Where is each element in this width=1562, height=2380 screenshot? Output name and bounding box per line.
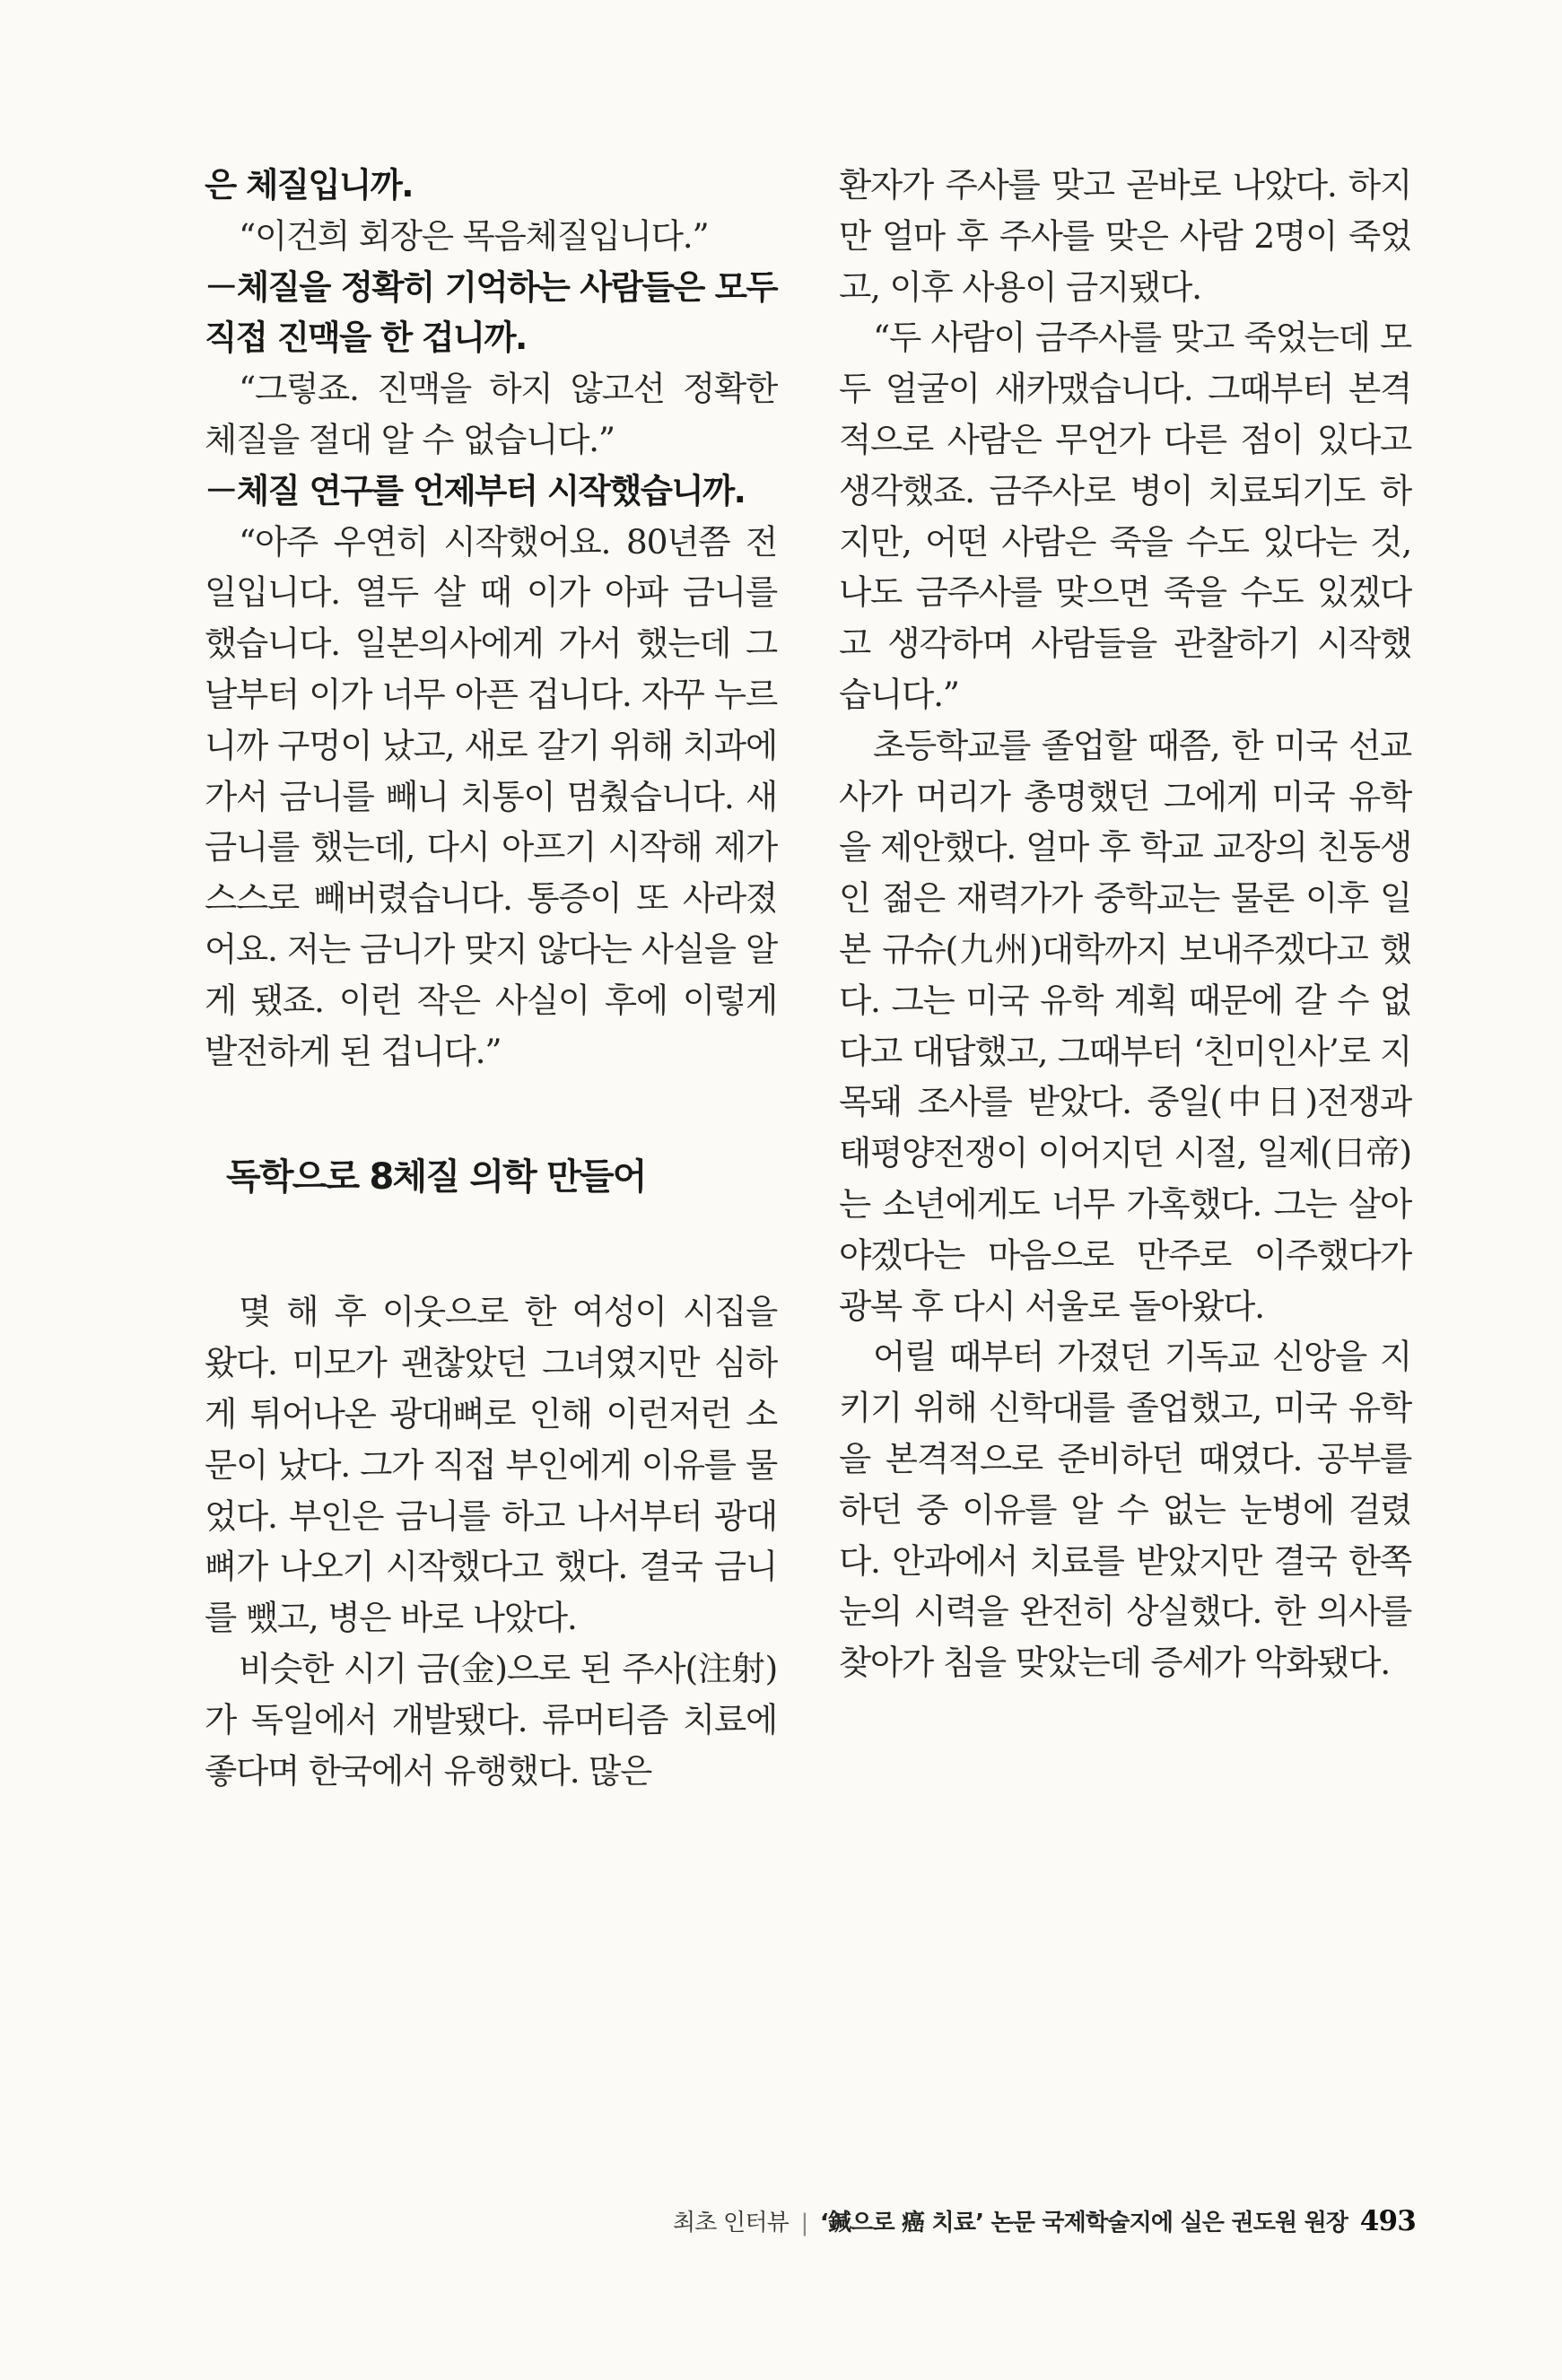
footer-section-label: 최초 인터뷰 — [672, 2210, 789, 2236]
page-number: 493 — [1359, 2205, 1416, 2237]
footer-separator: | — [800, 2210, 808, 2236]
question-continuation: 은 체질입니까. — [205, 165, 413, 205]
body-paragraph-continuation: 환자가 주사를 맞고 곧바로 나았다. 하지만 얼마 후 주사를 맞은 사람 2명이 죽었고, 이후 사용이 금지됐다. — [839, 165, 1411, 307]
answer-paragraph: “두 사람이 금주사를 맞고 죽었는데 모두 얼굴이 새카맸습니다. 그때부터 본격적으로 사람은 무언가 다른 점이 있다고 생각했죠. 금주사로 병이 치료되기도 하지만, 어떤 사람은 죽을 수도 있다는 것, 나도 금주사를 맞으면 죽을 수도 있겠다고 생각하며 사람들을 관찰하기 시작했습니다.” — [839, 318, 1411, 714]
body-paragraph: 초등학교를 졸업할 때쯤, 한 미국 선교사가 머리가 총명했던 그에게 미국 유학을 제안했다. 얼마 후 학교 교장의 친동생인 젊은 재력가가 중학교는 물론 이후 일본 규슈(九州)대학까지 보내주겠다고 했다. 그는 미국 유학 계획 때문에 갈 수 없다고 대답했고, 그때부터 ‘친미인사’로 지목돼 조사를 받았다. 중일(中日)전쟁과 태평양전쟁이 이어지던 시절, 일제(日帝)는 소년에게도 너무 가혹했다. 그는 살아야겠다는 마음으로 만주로 이주했다가 광복 후 다시 서울로 돌아왔다. — [839, 725, 1411, 1326]
body-paragraph: 비슷한 시기 금(金)으로 된 주사(注射)가 독일에서 개발됐다. 류머티즘 치료에 좋다며 한국에서 유행했다. 많은 — [205, 1648, 777, 1791]
question-paragraph: －체질을 정확히 기억하는 사람들은 모두 직접 진맥을 한 겁니까. — [205, 266, 777, 358]
body-paragraph: 어릴 때부터 가졌던 기독교 신앙을 지키기 위해 신학대를 졸업했고, 미국 유학을 본격적으로 준비하던 때였다. 공부를 하던 중 이유를 알 수 없는 눈병에 걸렸다. 안과에서 치료를 받았지만 결국 한쪽 눈의 시력을 완전히 상실했다. 한 의사를 찾아가 침을 맞았는데 증세가 악화됐다. — [839, 1337, 1411, 1683]
footer-article-title: ‘鍼으로 癌 치료’ 논문 국제학술지에 실은 권도원 원장 — [819, 2210, 1348, 2236]
body-paragraph: 몇 해 후 이웃으로 한 여성이 시집을 왔다. 미모가 괜찮았던 그녀였지만 심하게 튀어나온 광대뼈로 인해 이런저런 소문이 났다. 그가 직접 부인에게 이유를 물었다. 부인은 금니를 하고 나서부터 광대뼈가 나오기 시작했다고 했다. 결국 금니를 뺐고, 병은 바로 나았다. — [205, 1292, 777, 1638]
right-column — [839, 160, 1411, 1688]
page-footer — [673, 2204, 1416, 2237]
answer-paragraph: “이건희 회장은 목음체질입니다.” — [239, 215, 709, 256]
answer-paragraph: “그렇죠. 진맥을 하지 않고선 정확한 체질을 절대 알 수 없습니다.” — [205, 369, 777, 459]
left-column — [205, 160, 777, 1796]
section-heading: 독학으로 8체질 의학 만들어 — [226, 1156, 646, 1199]
answer-paragraph: “아주 우연히 시작했어요. 80년쯤 전 일입니다. 열두 살 때 이가 아파 금니를 했습니다. 일본의사에게 가서 했는데 그날부터 이가 너무 아픈 겁니다. 자꾸 누르니까 구멍이 났고, 새로 갈기 위해 치과에 가서 금니를 빼니 치통이 멈췄습니다. 새 금니를 했는데, 다시 아프기 시작해 제가 스스로 빼버렸습니다. 통증이 또 사라졌어요. 저는 금니가 맞지 않다는 사실을 알게 됐죠. 이런 작은 사실이 후에 이렇게 발전하게 된 겁니다.” — [205, 521, 777, 1071]
question-paragraph: －체질 연구를 언제부터 시작했습니까. — [205, 470, 746, 510]
